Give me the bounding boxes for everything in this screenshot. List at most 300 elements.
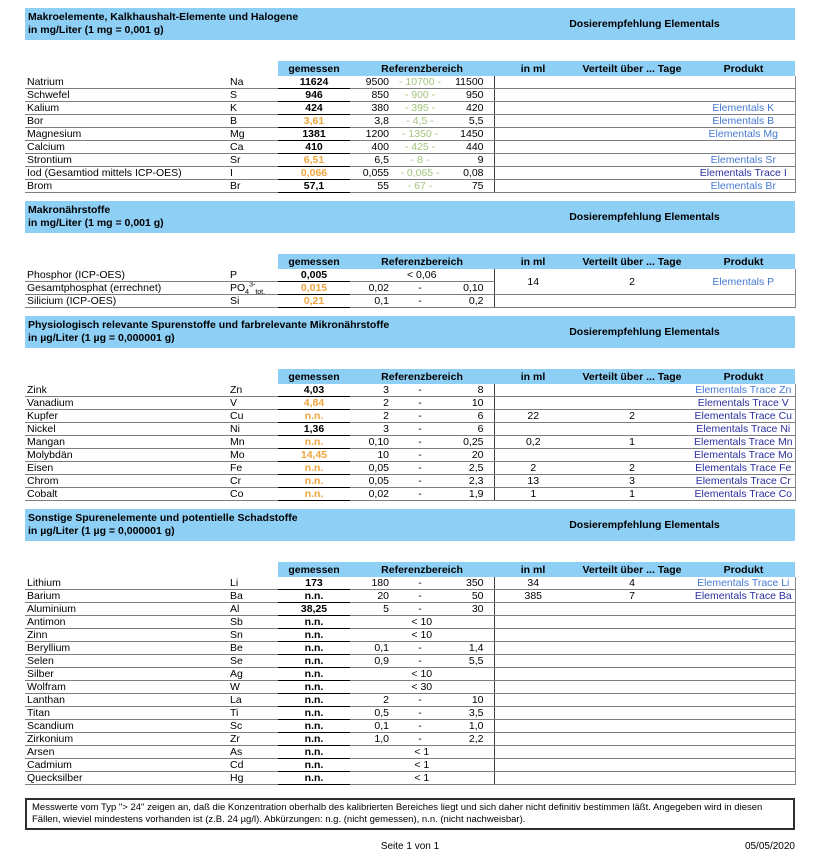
product-cell [692,180,795,193]
measured-value: n.n. [278,720,350,733]
column-header-in-ml: in ml [494,254,572,269]
table-row [25,269,795,282]
ref-min: 2 [350,397,395,410]
ref-optimal: - [395,449,445,462]
product-cell [692,694,795,707]
ref-optimal: - [395,642,445,655]
element-symbol: Mg [228,128,278,141]
dose-days [572,668,692,681]
product-cell [692,397,795,410]
measured-value: n.n. [278,436,350,449]
ref-optimal: - [395,707,445,720]
ref-range: < 10 [350,616,494,629]
product-cell [692,681,795,694]
table-row [25,475,795,488]
ref-min: 0,5 [350,707,395,720]
ref-min: 55 [350,180,395,193]
table-row [25,167,795,180]
table-row [25,115,795,128]
ref-max: 2,2 [445,733,494,746]
product-link[interactable]: Elementals Trace Co [694,488,792,500]
column-header-produkt: Produkt [692,369,795,384]
ref-max: 2,3 [445,475,494,488]
dose-days [572,655,692,668]
product-cell [692,655,795,668]
measured-value: 38,25 [278,603,350,616]
product-link[interactable]: Elementals Trace V [697,397,789,409]
product-cell [692,642,795,655]
dose-days [572,76,692,89]
element-symbol: Li [228,577,278,590]
column-header-verteilt: Verteilt über ... Tage [572,369,692,384]
element-symbol: Si [228,295,278,308]
dose-days [572,180,692,193]
measured-value: 57,1 [278,180,350,193]
table-row [25,577,795,590]
table-row [25,462,795,475]
product-cell [692,269,795,295]
ref-min: 850 [350,89,395,102]
table-row [25,733,795,746]
element-name: Lanthan [25,694,228,707]
section-header-makronaehrstoffe [25,201,795,233]
ref-optimal: - 1350 - [395,128,445,141]
dose-ml: 13 [494,475,572,488]
ref-range: < 0,06 [350,269,494,282]
measured-value: n.n. [278,707,350,720]
ref-min: 3,8 [350,115,395,128]
ref-min: 400 [350,141,395,154]
ref-min: 0,05 [350,462,395,475]
product-cell [692,772,795,785]
dose-ml [494,642,572,655]
table-row [25,102,795,115]
dose-days [572,295,692,308]
product-cell [692,154,795,167]
ref-optimal: - [395,733,445,746]
dose-ml [494,720,572,733]
column-header-in-ml: in ml [494,562,572,577]
measured-value: 4,03 [278,384,350,397]
ref-max: 1,0 [445,720,494,733]
dose-ml: 385 [494,590,572,603]
product-cell [692,76,795,89]
product-cell [692,89,795,102]
dose-days: 1 [572,488,692,501]
dose-ml [494,167,572,180]
measured-value: n.n. [278,629,350,642]
ref-min: 9500 [350,76,395,89]
dose-days [572,603,692,616]
product-link[interactable]: Elementals Trace Ni [696,423,791,435]
dose-days [572,115,692,128]
table-row [25,681,795,694]
ref-optimal: - 10700 - [395,76,445,89]
ref-min: 3 [350,423,395,436]
ref-optimal: - [395,590,445,603]
ref-min: 20 [350,590,395,603]
table-row [25,141,795,154]
column-header-referenzbereich: Referenzbereich [350,61,494,76]
dose-ml: 34 [494,577,572,590]
product-cell [692,616,795,629]
element-name: Iod (Gesamtiod mittels ICP-OES) [25,167,228,180]
dose-days [572,397,692,410]
element-name: Vanadium [25,397,228,410]
ref-min: 0,10 [350,436,395,449]
ref-optimal: - 0,065 - [395,167,445,180]
section-unit: in mg/Liter (1 mg = 0,001 g) [28,217,164,229]
ref-optimal: - 395 - [395,102,445,115]
dose-days [572,720,692,733]
element-name: Zink [25,384,228,397]
ref-max: 2,5 [445,462,494,475]
table-row [25,410,795,423]
element-symbol: Na [228,76,278,89]
product-cell [692,167,795,180]
measured-value: n.n. [278,759,350,772]
dose-days [572,694,692,707]
ref-range: < 1 [350,772,494,785]
dose-ml [494,180,572,193]
ref-max: 6 [445,423,494,436]
section-header-makroelemente [25,8,795,40]
element-name: Cadmium [25,759,228,772]
product-link[interactable]: Elementals Trace Li [697,577,790,589]
dose-ml [494,115,572,128]
column-header-in-ml: in ml [494,369,572,384]
dose-days [572,616,692,629]
element-name: Bor [25,115,228,128]
column-header-row [25,254,795,269]
table-row [25,449,795,462]
ref-max: 1450 [445,128,494,141]
product-cell [692,141,795,154]
product-cell [692,668,795,681]
table-row [25,384,795,397]
element-symbol: Fe [228,462,278,475]
ref-range: < 1 [350,746,494,759]
table-row [25,423,795,436]
table-row [25,746,795,759]
dose-ml [494,681,572,694]
element-name: Barium [25,590,228,603]
element-symbol: K [228,102,278,115]
section-header-spurenstoffe [25,316,795,348]
table-row [25,76,795,89]
dose-ml: 14 [494,269,572,295]
element-symbol: Cd [228,759,278,772]
element-symbol: V [228,397,278,410]
ref-max: 30 [445,603,494,616]
ref-min: 180 [350,577,395,590]
element-symbol: Be [228,642,278,655]
ref-min: 0,1 [350,720,395,733]
element-name: Brom [25,180,228,193]
product-link[interactable]: Elementals Trace Cr [695,475,791,487]
product-cell [692,102,795,115]
element-symbol: Br [228,180,278,193]
page-number: Seite 1 von 1 [380,841,440,852]
element-name: Zirkonium [25,733,228,746]
table-row [25,759,795,772]
ref-max: 0,2 [445,295,494,308]
ref-optimal: - [395,488,445,501]
table-row [25,603,795,616]
element-symbol: Ag [228,668,278,681]
analysis-table-spurenstoffe [25,369,796,501]
ref-max: 0,25 [445,436,494,449]
dose-ml [494,384,572,397]
measured-value: 1381 [278,128,350,141]
product-link[interactable]: Elementals Br [710,180,776,192]
measured-value: 1,36 [278,423,350,436]
ref-max: 350 [445,577,494,590]
product-cell [692,733,795,746]
product-link[interactable]: Elementals Mg [708,128,778,140]
element-name: Silber [25,668,228,681]
dosing-header-label: Dosierempfehlung Elementals [569,326,720,338]
dose-ml: 22 [494,410,572,423]
dose-ml [494,102,572,115]
measured-value: 0,066 [278,167,350,180]
element-name: Gesamtphosphat (errechnet) [25,282,228,295]
measured-value: n.n. [278,668,350,681]
column-header-name [25,562,228,577]
product-link[interactable]: Elementals Trace Mn [694,436,793,448]
dose-days [572,759,692,772]
element-name: Selen [25,655,228,668]
section-title: Makroelemente, Kalkhaushalt-Elemente und Halogene [28,11,299,23]
dose-days: 1 [572,436,692,449]
section-title: Makronährstoffe [28,204,111,216]
element-name: Zinn [25,629,228,642]
ref-max: 3,5 [445,707,494,720]
measured-value: 6,51 [278,154,350,167]
product-link[interactable]: Elementals K [712,102,775,114]
element-symbol: Zr [228,733,278,746]
element-name: Schwefel [25,89,228,102]
element-name: Molybdän [25,449,228,462]
measured-value: 173 [278,577,350,590]
ref-min: 0,1 [350,295,395,308]
column-header-verteilt: Verteilt über ... Tage [572,61,692,76]
product-cell [692,577,795,590]
ref-max: 11500 [445,76,494,89]
table-row [25,128,795,141]
section-unit: in µg/Liter (1 µg = 0,000001 g) [28,332,175,344]
column-header-produkt: Produkt [692,254,795,269]
measured-value: 0,005 [278,269,350,282]
ref-min: 1,0 [350,733,395,746]
table-row [25,397,795,410]
column-header-gemessen: gemessen [278,254,350,269]
dose-days [572,681,692,694]
dose-ml [494,603,572,616]
product-cell [692,629,795,642]
section-unit: in µg/Liter (1 µg = 0,000001 g) [28,525,175,537]
table-row [25,154,795,167]
element-symbol: I [228,167,278,180]
dose-days [572,449,692,462]
dose-ml [494,694,572,707]
dose-days: 4 [572,577,692,590]
analysis-table-makroelemente [25,61,796,193]
dose-days [572,89,692,102]
measured-value: n.n. [278,475,350,488]
element-name: Natrium [25,76,228,89]
element-symbol: S [228,89,278,102]
dose-days [572,733,692,746]
ref-max: 1,4 [445,642,494,655]
element-name: Aluminium [25,603,228,616]
measured-value: 3,61 [278,115,350,128]
ref-min: 1200 [350,128,395,141]
product-link[interactable]: Elementals P [712,275,775,288]
table-row [25,488,795,501]
column-header-name [25,61,228,76]
product-cell [692,384,795,397]
ref-max: 440 [445,141,494,154]
element-name: Quecksilber [25,772,228,785]
ref-max: 950 [445,89,494,102]
element-symbol: Mn [228,436,278,449]
ref-max: 50 [445,590,494,603]
table-row [25,180,795,193]
measured-value: 0,21 [278,295,350,308]
column-header-verteilt: Verteilt über ... Tage [572,562,692,577]
ref-max: 5,5 [445,655,494,668]
element-name: Calcium [25,141,228,154]
ref-min: 0,9 [350,655,395,668]
element-name: Wolfram [25,681,228,694]
column-header-symbol [228,369,278,384]
ref-max: 6 [445,410,494,423]
product-cell [692,449,795,462]
product-link[interactable]: Elementals Trace Fe [695,462,792,474]
element-symbol: La [228,694,278,707]
dose-days [572,707,692,720]
element-symbol: Cu [228,410,278,423]
dose-days [572,102,692,115]
dose-days [572,642,692,655]
ref-max: 8 [445,384,494,397]
table-row [25,616,795,629]
ref-min: 5 [350,603,395,616]
product-link[interactable]: Elementals Sr [710,154,776,166]
dose-ml [494,76,572,89]
report-date: 05/05/2020 [744,841,795,852]
element-name: Mangan [25,436,228,449]
measured-value: n.n. [278,642,350,655]
dose-days: 2 [572,462,692,475]
measured-value: 14,45 [278,449,350,462]
column-header-symbol [228,254,278,269]
element-symbol: B [228,115,278,128]
element-name: Cobalt [25,488,228,501]
ref-min: 3 [350,384,395,397]
dose-ml: 0,2 [494,436,572,449]
ref-optimal: - [395,410,445,423]
ref-optimal: - [395,475,445,488]
dose-days [572,746,692,759]
ref-max: 10 [445,397,494,410]
ref-max: 5,5 [445,115,494,128]
measured-value: n.n. [278,655,350,668]
dose-ml [494,423,572,436]
dose-days [572,128,692,141]
element-name: Nickel [25,423,228,436]
analysis-table-schadstoffe [25,562,796,785]
column-header-row [25,61,795,76]
element-symbol: $PO_4^{3-}_{tot.}$ [228,282,278,295]
column-header-symbol [228,61,278,76]
analysis-table-makronaehrstoffe [25,254,796,308]
product-cell [692,759,795,772]
product-link[interactable]: Elementals Trace Ba [694,590,792,602]
element-name: Phosphor (ICP-OES) [25,269,228,282]
ref-min: 10 [350,449,395,462]
ref-optimal: - [395,423,445,436]
table-row [25,707,795,720]
measured-value: n.n. [278,410,350,423]
dose-ml [494,89,572,102]
column-header-verteilt: Verteilt über ... Tage [572,254,692,269]
element-name: Titan [25,707,228,720]
product-link[interactable]: Elementals B [712,115,775,127]
element-name: Eisen [25,462,228,475]
product-link[interactable]: Elementals Trace Mo [694,449,793,461]
product-link[interactable]: Elementals Trace Cu [694,410,792,422]
ref-min: 6,5 [350,154,395,167]
product-link[interactable]: Elementals Trace Zn [695,384,792,396]
measured-value: 0,015 [278,282,350,295]
ref-range: < 1 [350,759,494,772]
element-symbol: Ca [228,141,278,154]
column-header-gemessen: gemessen [278,61,350,76]
element-name: Strontium [25,154,228,167]
element-symbol: Ni [228,423,278,436]
dose-ml [494,154,572,167]
ref-optimal: - [395,577,445,590]
dose-ml [494,772,572,785]
ref-max: 1,9 [445,488,494,501]
dose-ml [494,707,572,720]
ref-optimal: - 8 - [395,154,445,167]
column-header-in-ml: in ml [494,61,572,76]
product-cell [692,295,795,308]
element-name: Scandium [25,720,228,733]
footnote-box: Messwerte vom Typ "> 24" zeigen an, daß die Konzentration oberhalb des kalibrierten Bereiches liegt und sich daher nicht definitiv bestimmen läßt. Angegeben wird in diesen Fällen, wieviel mindestens vorhanden ist (z.B. 24 µg/l). Abkürzungen: n.g. (nicht gemessen), n.n. (nicht nachweisbar). [25,798,795,830]
element-symbol: Sc [228,720,278,733]
product-link[interactable]: Elementals Trace I [699,167,787,179]
element-symbol: Sr [228,154,278,167]
dose-ml [494,449,572,462]
dose-days: 2 [572,269,692,295]
ref-optimal: - 67 - [395,180,445,193]
dose-ml [494,668,572,681]
section-header-schadstoffe [25,509,795,541]
ref-max: 0,08 [445,167,494,180]
dose-days: 2 [572,410,692,423]
column-header-name [25,369,228,384]
ref-range: < 10 [350,629,494,642]
dose-ml [494,141,572,154]
measured-value: n.n. [278,590,350,603]
measured-value: n.n. [278,488,350,501]
element-symbol: Se [228,655,278,668]
dose-days [572,423,692,436]
